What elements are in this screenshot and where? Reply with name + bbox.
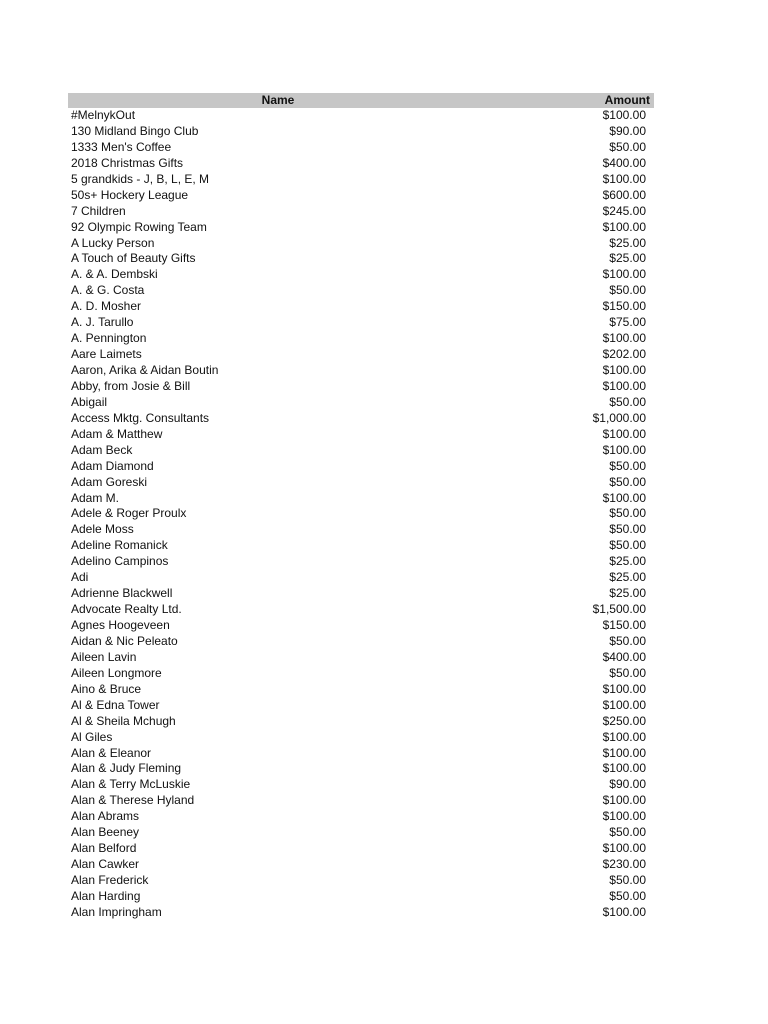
table-row (68, 746, 654, 762)
donation-amount: $100.00 (602, 442, 646, 457)
table-body (68, 108, 654, 921)
table-row (68, 777, 654, 793)
donor-name: Adele & Roger Proulx (71, 506, 187, 521)
donation-amount: $202.00 (602, 347, 646, 362)
table-row (68, 761, 654, 777)
donor-name: Alan & Therese Hyland (71, 793, 195, 808)
table-row (68, 267, 654, 283)
donation-amount: $25.00 (609, 251, 646, 266)
table-row (68, 220, 654, 236)
table-row (68, 411, 654, 427)
donor-name: Advocate Realty Ltd. (71, 602, 182, 617)
table-row (68, 873, 654, 889)
table-row (68, 857, 654, 873)
donor-name: Alan Frederick (71, 873, 149, 887)
table-row (68, 188, 654, 204)
donation-amount: $400.00 (602, 155, 646, 170)
table-row (68, 538, 654, 554)
donor-name: #MelnykOut (71, 108, 136, 122)
table-row (68, 395, 654, 411)
table-row (68, 554, 654, 570)
donor-name: Adelino Campinos (71, 554, 169, 569)
table-row (68, 108, 654, 124)
table-row (68, 459, 654, 475)
donor-name: A. D. Mosher (71, 299, 142, 314)
donor-name: Adam Diamond (71, 458, 154, 473)
donor-name: Aaron, Arika & Aidan Boutin (71, 363, 219, 377)
table-row (68, 427, 654, 443)
donor-name: Alan Impringham (71, 904, 162, 919)
table-row (68, 315, 654, 331)
donor-name: Al & Sheila Mchugh (71, 713, 176, 728)
donation-amount: $50.00 (609, 665, 646, 680)
donation-amount: $400.00 (602, 649, 646, 664)
donor-name: Alan Belford (71, 841, 137, 856)
donation-amount: $100.00 (602, 697, 646, 712)
table-row (68, 283, 654, 299)
donor-name: 50s+ Hockery League (71, 187, 189, 202)
table-row (68, 666, 654, 682)
table-row (68, 172, 654, 188)
table-row (68, 379, 654, 395)
table-row (68, 156, 654, 172)
donor-name: A. Pennington (71, 331, 147, 346)
donation-amount: $100.00 (602, 267, 646, 282)
donation-amount: $100.00 (602, 490, 646, 505)
table-row (68, 475, 654, 491)
donor-name: Al & Edna Tower (71, 697, 160, 712)
table-row (68, 506, 654, 522)
donation-amount: $100.00 (602, 171, 646, 186)
donation-amount: $100.00 (602, 219, 646, 234)
donation-amount: $100.00 (602, 841, 646, 856)
table-row (68, 140, 654, 156)
table-row (68, 586, 654, 602)
donor-name: Access Mktg. Consultants (71, 410, 210, 425)
donor-name: Abby, from Josie & Bill (71, 378, 191, 393)
table-row (68, 299, 654, 315)
donation-amount: $75.00 (609, 315, 646, 330)
name-column-header: Name (261, 93, 295, 107)
table-row (68, 331, 654, 347)
donor-name: 7 Children (71, 203, 126, 218)
donation-amount: $50.00 (609, 474, 646, 489)
table-row (68, 570, 654, 586)
donor-name: 92 Olympic Rowing Team (71, 219, 207, 234)
table-row (68, 443, 654, 459)
donation-amount: $90.00 (609, 777, 646, 792)
table-row (68, 363, 654, 379)
donation-amount: $50.00 (609, 633, 646, 648)
donor-name: Aileen Lavin (71, 649, 137, 664)
donations-table (68, 93, 654, 921)
table-row (68, 522, 654, 538)
donation-amount: $600.00 (602, 187, 646, 202)
donor-name: 1333 Men's Coffee (71, 139, 172, 154)
donation-amount: $1,000.00 (592, 410, 646, 425)
donor-name: A. & G. Costa (71, 283, 145, 298)
donation-amount: $100.00 (602, 108, 646, 122)
donor-name: Aidan & Nic Peleato (71, 633, 178, 648)
donation-amount: $100.00 (602, 729, 646, 744)
donation-amount: $100.00 (602, 681, 646, 696)
table-row (68, 491, 654, 507)
table-row (68, 650, 654, 666)
donor-name: A. & A. Dembski (71, 267, 158, 282)
table-row (68, 602, 654, 618)
donor-name: Adam Goreski (71, 474, 148, 489)
donation-amount: $25.00 (609, 235, 646, 250)
donation-amount: $100.00 (602, 793, 646, 808)
table-row (68, 634, 654, 650)
table-header (68, 93, 654, 108)
donor-name: Aino & Bruce (71, 681, 142, 696)
donation-amount: $50.00 (609, 522, 646, 537)
donation-amount: $100.00 (602, 904, 646, 919)
donation-amount: $100.00 (602, 378, 646, 393)
table-row (68, 905, 654, 921)
table-row (68, 730, 654, 746)
donor-name: A Touch of Beauty Gifts (71, 251, 196, 266)
donation-amount: $1,500.00 (592, 602, 646, 617)
donor-name: Adi (71, 570, 89, 585)
table-row (68, 841, 654, 857)
donor-name: Alan Cawker (71, 857, 140, 872)
donation-amount: $100.00 (602, 809, 646, 824)
table-row (68, 347, 654, 363)
donor-name: Alan & Eleanor (71, 745, 152, 760)
donor-name: Alan Harding (71, 888, 141, 903)
donation-amount: $250.00 (602, 713, 646, 728)
table-row (68, 236, 654, 252)
donation-amount: $50.00 (609, 506, 646, 521)
donation-amount: $50.00 (609, 873, 646, 887)
table-row (68, 124, 654, 140)
donation-amount: $50.00 (609, 283, 646, 298)
amount-column-header: Amount (604, 93, 650, 107)
donor-name: Adam M. (71, 490, 120, 505)
donation-amount: $100.00 (602, 331, 646, 346)
donor-name: Al Giles (71, 729, 113, 744)
donation-amount: $50.00 (609, 538, 646, 553)
donation-amount: $50.00 (609, 139, 646, 154)
table-row (68, 809, 654, 825)
table-row (68, 889, 654, 905)
donation-amount: $245.00 (602, 203, 646, 218)
donor-name: Agnes Hoogeveen (71, 618, 170, 632)
donor-name: 5 grandkids - J, B, L, E, M (71, 171, 210, 186)
table-row (68, 793, 654, 809)
table-row (68, 682, 654, 698)
donor-name: Alan & Judy Fleming (71, 761, 182, 776)
donor-name: 130 Midland Bingo Club (71, 123, 199, 138)
donor-name: Abigail (71, 394, 108, 409)
table-row (68, 698, 654, 714)
donor-name: Adeline Romanick (71, 538, 168, 553)
donor-name: Adrienne Blackwell (71, 586, 173, 601)
donation-amount: $90.00 (609, 123, 646, 138)
table-row (68, 251, 654, 267)
donor-name: Adele Moss (71, 522, 134, 537)
donation-amount: $50.00 (609, 888, 646, 903)
donation-amount: $50.00 (609, 825, 646, 840)
donation-amount: $100.00 (602, 745, 646, 760)
donation-amount: $150.00 (602, 618, 646, 632)
donation-amount: $100.00 (602, 761, 646, 776)
donor-name: Alan Beeney (71, 825, 140, 840)
donation-amount: $25.00 (609, 586, 646, 601)
donation-amount: $230.00 (602, 857, 646, 872)
donor-name: Alan & Terry McLuskie (71, 777, 191, 792)
donor-name: Aare Laimets (71, 347, 142, 362)
donation-amount: $100.00 (602, 363, 646, 377)
donor-name: Alan Abrams (71, 809, 140, 824)
donation-amount: $50.00 (609, 394, 646, 409)
table-row (68, 825, 654, 841)
donation-amount: $150.00 (602, 299, 646, 314)
donation-amount: $25.00 (609, 554, 646, 569)
donor-name: A Lucky Person (71, 235, 155, 250)
table-row (68, 714, 654, 730)
donor-name: A. J. Tarullo (71, 315, 134, 330)
donation-amount: $25.00 (609, 570, 646, 585)
donor-name: Adam & Matthew (71, 426, 163, 441)
donor-name: Aileen Longmore (71, 665, 162, 680)
donor-name: Adam Beck (71, 442, 133, 457)
donor-name: 2018 Christmas Gifts (71, 155, 184, 170)
table-row (68, 618, 654, 634)
donation-amount: $100.00 (602, 426, 646, 441)
donation-amount: $50.00 (609, 458, 646, 473)
table-row (68, 204, 654, 220)
